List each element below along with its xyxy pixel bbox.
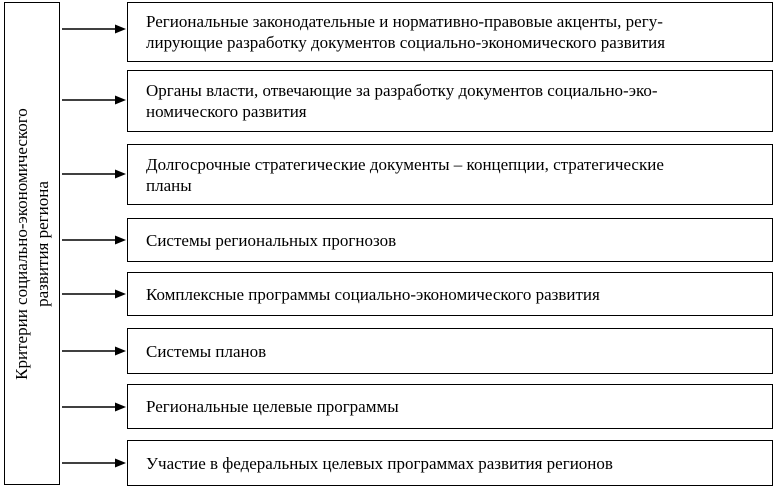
criterion-7-line1: Региональные целевые программы bbox=[146, 397, 399, 416]
criterion-box-8 bbox=[127, 440, 773, 486]
criterion-box-6 bbox=[127, 328, 773, 374]
criterion-5-line1: Комплексные программы социально-экономического развития bbox=[146, 284, 600, 304]
criterion-4-line1: Системы региональных прогнозов bbox=[146, 230, 397, 250]
arrow-2 bbox=[62, 94, 126, 106]
criterion-box-3 bbox=[127, 144, 773, 205]
arrow-7 bbox=[62, 401, 126, 413]
arrow-1 bbox=[62, 23, 126, 35]
criterion-text-3 bbox=[146, 154, 664, 196]
arrow-3 bbox=[62, 168, 126, 180]
criterion-box-1 bbox=[127, 2, 773, 62]
criterion-box-5 bbox=[127, 272, 773, 316]
criterion-text-2 bbox=[146, 80, 658, 122]
criterion-6-line1: Системы планов bbox=[146, 341, 267, 361]
side-label-line2: развития региона bbox=[33, 180, 52, 307]
criterion-1-line1: Региональные законодательные и нормативно-правовые акценты, регу- bbox=[146, 12, 663, 31]
criterion-3-line2: планы bbox=[146, 175, 192, 195]
arrow-6 bbox=[62, 345, 126, 357]
arrow-4 bbox=[62, 234, 126, 246]
arrow-5 bbox=[62, 288, 126, 300]
side-label-text bbox=[11, 9, 53, 479]
side-label-box bbox=[4, 2, 60, 485]
criterion-text-1 bbox=[146, 11, 665, 53]
side-label-line1: Критерии социально-экономического bbox=[12, 107, 31, 380]
criterion-8-line1: Участие в федеральных целевых программах развития регионов bbox=[146, 453, 613, 473]
criterion-2-line2: номического развития bbox=[146, 102, 307, 121]
arrow-8 bbox=[62, 457, 126, 469]
criterion-box-7 bbox=[127, 384, 773, 429]
criterion-3-line1: Долгосрочные стратегические документы – концепции, стратегические bbox=[146, 154, 664, 174]
criterion-2-line1: Органы власти, отвечающие за разработку документов социально-эко- bbox=[146, 81, 658, 100]
criterion-box-4 bbox=[127, 218, 773, 262]
criterion-1-line2: лирующие разработку документов социально-экономического развития bbox=[146, 33, 666, 52]
criterion-box-2 bbox=[127, 70, 773, 132]
